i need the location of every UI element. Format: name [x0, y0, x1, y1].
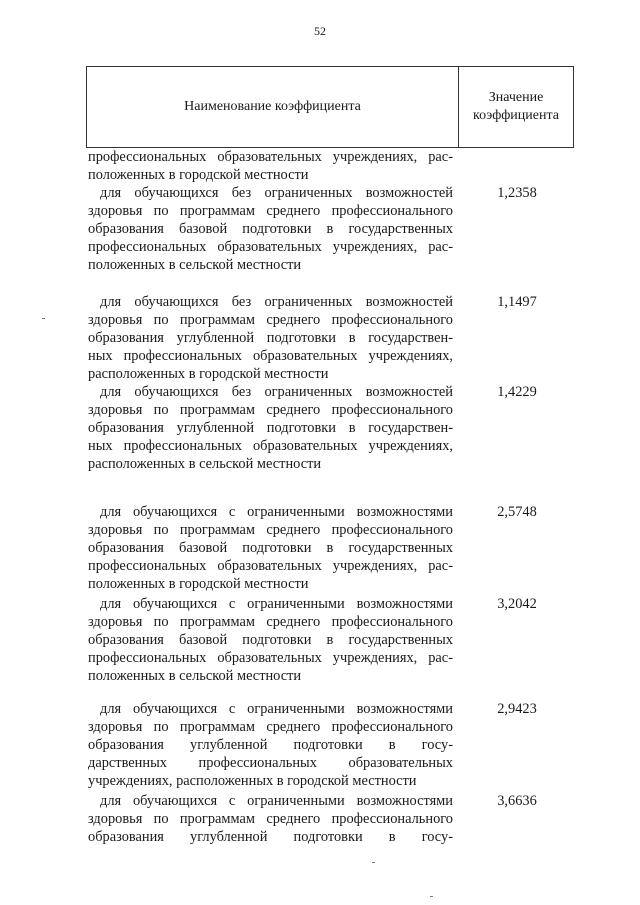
text-line: образования базовой подготовки в государственных: [88, 540, 453, 556]
text-line: образования углубленной подготовки в госу-: [88, 829, 453, 845]
coefficient-row-text: [88, 293, 453, 383]
text-line: профессиональных образовательных учреждениях, рас-: [88, 558, 453, 574]
coefficient-row-text: [88, 700, 453, 790]
coefficient-value: 2,9423: [497, 701, 537, 717]
text-line: для обучающихся с ограниченными возможностями: [100, 701, 453, 717]
scan-speck: [430, 896, 433, 897]
text-line: для обучающихся без ограниченных возможностей: [100, 384, 453, 400]
coefficient-value: 1,1497: [497, 294, 537, 310]
text-line: для обучающихся с ограниченными возможностями: [100, 596, 453, 612]
coefficient-row-text: [88, 503, 453, 593]
scan-speck: [372, 862, 375, 863]
coefficient-row-text: [88, 383, 453, 473]
text-line: профессиональных образовательных учреждениях, рас-: [88, 149, 453, 165]
coefficient-value: 3,2042: [497, 596, 537, 612]
coefficient-value: 1,4229: [497, 384, 537, 400]
text-line: образования углубленной подготовки в государствен-: [88, 330, 453, 346]
text-line: здоровья по программам среднего профессионального: [88, 811, 453, 827]
text-line: положенных в сельской местности: [88, 257, 302, 273]
coefficient-row-text: [88, 148, 453, 184]
text-line: для обучающихся с ограниченными возможностями: [100, 504, 453, 520]
scan-speck: [42, 318, 45, 319]
text-line: для обучающихся без ограниченных возможностей: [100, 185, 453, 201]
text-line: здоровья по программам среднего профессионального: [88, 312, 453, 328]
text-line: здоровья по программам среднего профессионального: [88, 522, 453, 538]
page-number: 52: [314, 24, 326, 38]
text-line: профессиональных образовательных учреждениях, рас-: [88, 239, 453, 255]
text-line: образования базовой подготовки в государственных: [88, 632, 453, 648]
text-line: образования базовой подготовки в государственных: [88, 221, 453, 237]
coefficient-row-text: [88, 595, 453, 685]
coefficient-row-text: [88, 184, 453, 274]
text-line: здоровья по программам среднего профессионального: [88, 719, 453, 735]
text-line: для обучающихся без ограниченных возможностей: [100, 294, 453, 310]
text-line: расположенных в сельской местности: [88, 456, 322, 472]
text-line: здоровья по программам среднего профессионального: [88, 402, 453, 418]
coefficient-value: 2,5748: [497, 504, 537, 520]
text-line: положенных в городской местности: [88, 167, 309, 183]
text-line: расположенных в городской местности: [88, 366, 329, 382]
column-header-value: Значение коэффициента: [473, 90, 559, 123]
coefficient-value: 1,2358: [497, 185, 537, 201]
text-line: учреждениях, расположенных в городской местности: [88, 773, 417, 789]
text-line: положенных в сельской местности: [88, 668, 302, 684]
coefficient-row-text: [88, 792, 453, 846]
column-header-name: Наименование коэффициента: [87, 67, 459, 147]
text-line: профессиональных образовательных учреждениях, рас-: [88, 650, 453, 666]
text-line: ных профессиональных образовательных учреждениях,: [88, 438, 453, 454]
text-line: здоровья по программам среднего профессионального: [88, 614, 453, 630]
text-line: здоровья по программам среднего профессионального: [88, 203, 453, 219]
text-line: положенных в городской местности: [88, 576, 309, 592]
text-line: образования углубленной подготовки в госу-: [88, 737, 453, 753]
text-line: образования углубленной подготовки в государствен-: [88, 420, 453, 436]
table-header: [86, 66, 574, 148]
coefficient-value: 3,6636: [497, 793, 537, 809]
text-line: дарственных профессиональных образовательных: [88, 755, 453, 771]
text-line: для обучающихся с ограниченными возможностями: [100, 793, 453, 809]
text-line: ных профессиональных образовательных учреждениях,: [88, 348, 453, 364]
